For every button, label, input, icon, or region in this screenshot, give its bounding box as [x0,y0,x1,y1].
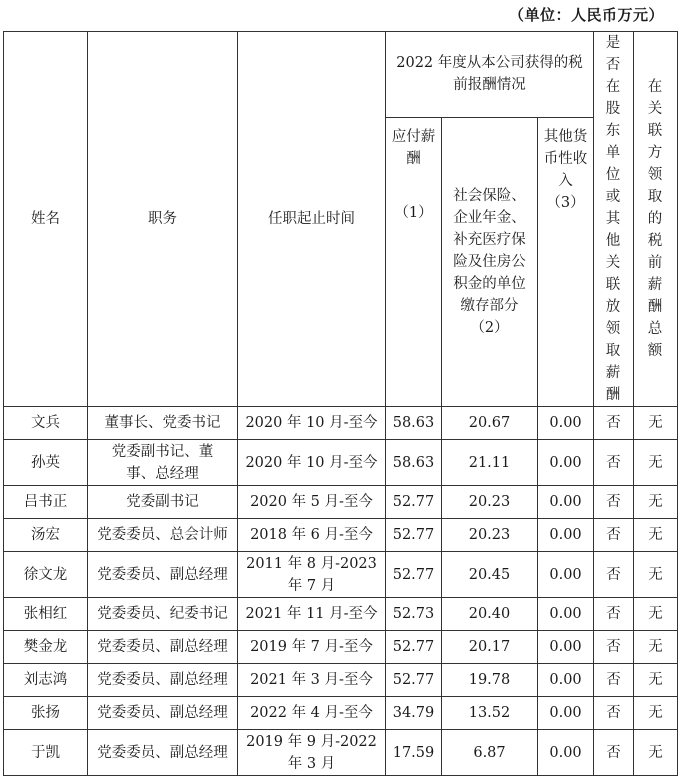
cell-shareholder: 否 [594,440,634,486]
cell-salary: 52.77 [386,664,442,697]
cell-insurance: 20.23 [442,519,538,552]
table-row [4,440,678,486]
cell-salary: 52.77 [386,486,442,519]
header-name: 姓名 [4,32,88,407]
cell-shareholder: 否 [594,697,634,730]
cell-position: 党委委员、副总经理 [88,631,238,664]
cell-insurance: 13.52 [442,697,538,730]
cell-insurance: 20.40 [442,598,538,631]
cell-name: 樊金龙 [4,631,88,664]
header-related-total: 在关联方领取的税前薪酬总额 [634,32,678,407]
cell-insurance: 20.17 [442,631,538,664]
cell-tenure: 2020 年 10 月-至今 [238,407,386,440]
header-other: 其他货币性收入 [543,128,588,189]
cell-related: 无 [634,631,678,664]
cell-tenure: 2018 年 6 月-至今 [238,519,386,552]
table-row [4,407,678,440]
cell-name: 刘志鸿 [4,664,88,697]
cell-tenure: 2021 年 3 月-至今 [238,664,386,697]
cell-tenure: 2021 年 11 月-至今 [238,598,386,631]
cell-position: 董事长、党委书记 [88,407,238,440]
table-row [4,730,678,776]
header-other-cell [538,117,594,406]
cell-related: 无 [634,697,678,730]
table-row [4,598,678,631]
cell-salary: 58.63 [386,407,442,440]
table-row [4,552,678,598]
cell-position: 党委委员、总会计师 [88,519,238,552]
cell-other: 0.00 [538,631,594,664]
cell-tenure: 2019 年 7 月-至今 [238,631,386,664]
cell-name: 孙英 [4,440,88,486]
cell-name: 张相红 [4,598,88,631]
compensation-table [3,31,678,776]
cell-shareholder: 否 [594,519,634,552]
cell-related: 无 [634,598,678,631]
table-row [4,664,678,697]
cell-position: 党委委员、副总经理 [88,664,238,697]
cell-name: 张扬 [4,697,88,730]
cell-other: 0.00 [538,552,594,598]
cell-position: 党委委员、纪委书记 [88,598,238,631]
cell-salary: 34.79 [386,697,442,730]
cell-related: 无 [634,519,678,552]
table-row [4,697,678,730]
cell-other: 0.00 [538,440,594,486]
cell-related: 无 [634,730,678,776]
cell-shareholder: 否 [594,552,634,598]
header-tenure: 任职起止时间 [238,32,386,407]
table-row [4,519,678,552]
header-insurance: 社会保险、企业年金、补充医疗保险及住房公积金的单位缴存部分 [453,187,526,314]
cell-salary: 52.73 [386,598,442,631]
cell-tenure: 2019 年 9 月-2022 年 3 月 [238,730,386,776]
cell-salary: 52.77 [386,519,442,552]
cell-shareholder: 否 [594,407,634,440]
cell-position: 党委委员、副总经理 [88,697,238,730]
cell-salary: 17.59 [386,730,442,776]
header-row-1 [4,32,678,118]
header-position: 职务 [88,32,238,407]
cell-other: 0.00 [538,598,594,631]
cell-related: 无 [634,440,678,486]
cell-tenure: 2020 年 10 月-至今 [238,440,386,486]
cell-other: 0.00 [538,486,594,519]
cell-insurance: 21.11 [442,440,538,486]
cell-other: 0.00 [538,664,594,697]
cell-insurance: 20.67 [442,407,538,440]
header-shareholder: 是否在股东单位或其他关联放领取薪酬 [594,32,634,407]
header-salary-index: （1） [394,204,433,221]
cell-salary: 52.77 [386,552,442,598]
header-compensation-group: 2022 年度从本公司获得的税前报酬情况 [386,32,594,118]
cell-tenure: 2011 年 8 月-2023 年 7 月 [238,552,386,598]
cell-related: 无 [634,552,678,598]
cell-name: 汤宏 [4,519,88,552]
cell-name: 吕书正 [4,486,88,519]
cell-shareholder: 否 [594,486,634,519]
cell-shareholder: 否 [594,664,634,697]
cell-related: 无 [634,407,678,440]
cell-salary: 58.63 [386,440,442,486]
cell-name: 于凯 [4,730,88,776]
table-row [4,486,678,519]
cell-insurance: 6.87 [442,730,538,776]
cell-related: 无 [634,664,678,697]
header-insurance-index: （2） [470,319,509,336]
header-salary: 应付薪酬 [391,128,436,167]
cell-tenure: 2020 年 5 月-至今 [238,486,386,519]
cell-shareholder: 否 [594,631,634,664]
cell-insurance: 20.23 [442,486,538,519]
cell-other: 0.00 [538,519,594,552]
cell-other: 0.00 [538,697,594,730]
cell-position: 党委副书记、董事、总经理 [88,440,238,486]
header-insurance-cell [442,117,538,406]
cell-position: 党委委员、副总经理 [88,552,238,598]
table-row [4,631,678,664]
cell-salary: 52.77 [386,631,442,664]
cell-related: 无 [634,486,678,519]
cell-shareholder: 否 [594,730,634,776]
cell-shareholder: 否 [594,598,634,631]
cell-tenure: 2022 年 4 月-至今 [238,697,386,730]
cell-position: 党委副书记 [88,486,238,519]
unit-note: （单位：人民币万元） [508,6,664,24]
cell-insurance: 19.78 [442,664,538,697]
cell-insurance: 20.45 [442,552,538,598]
cell-name: 文兵 [4,407,88,440]
cell-other: 0.00 [538,407,594,440]
header-salary-cell [386,117,442,406]
cell-name: 徐文龙 [4,552,88,598]
cell-position: 党委委员、副总经理 [88,730,238,776]
cell-other: 0.00 [538,730,594,776]
header-other-index: （3） [546,194,585,211]
